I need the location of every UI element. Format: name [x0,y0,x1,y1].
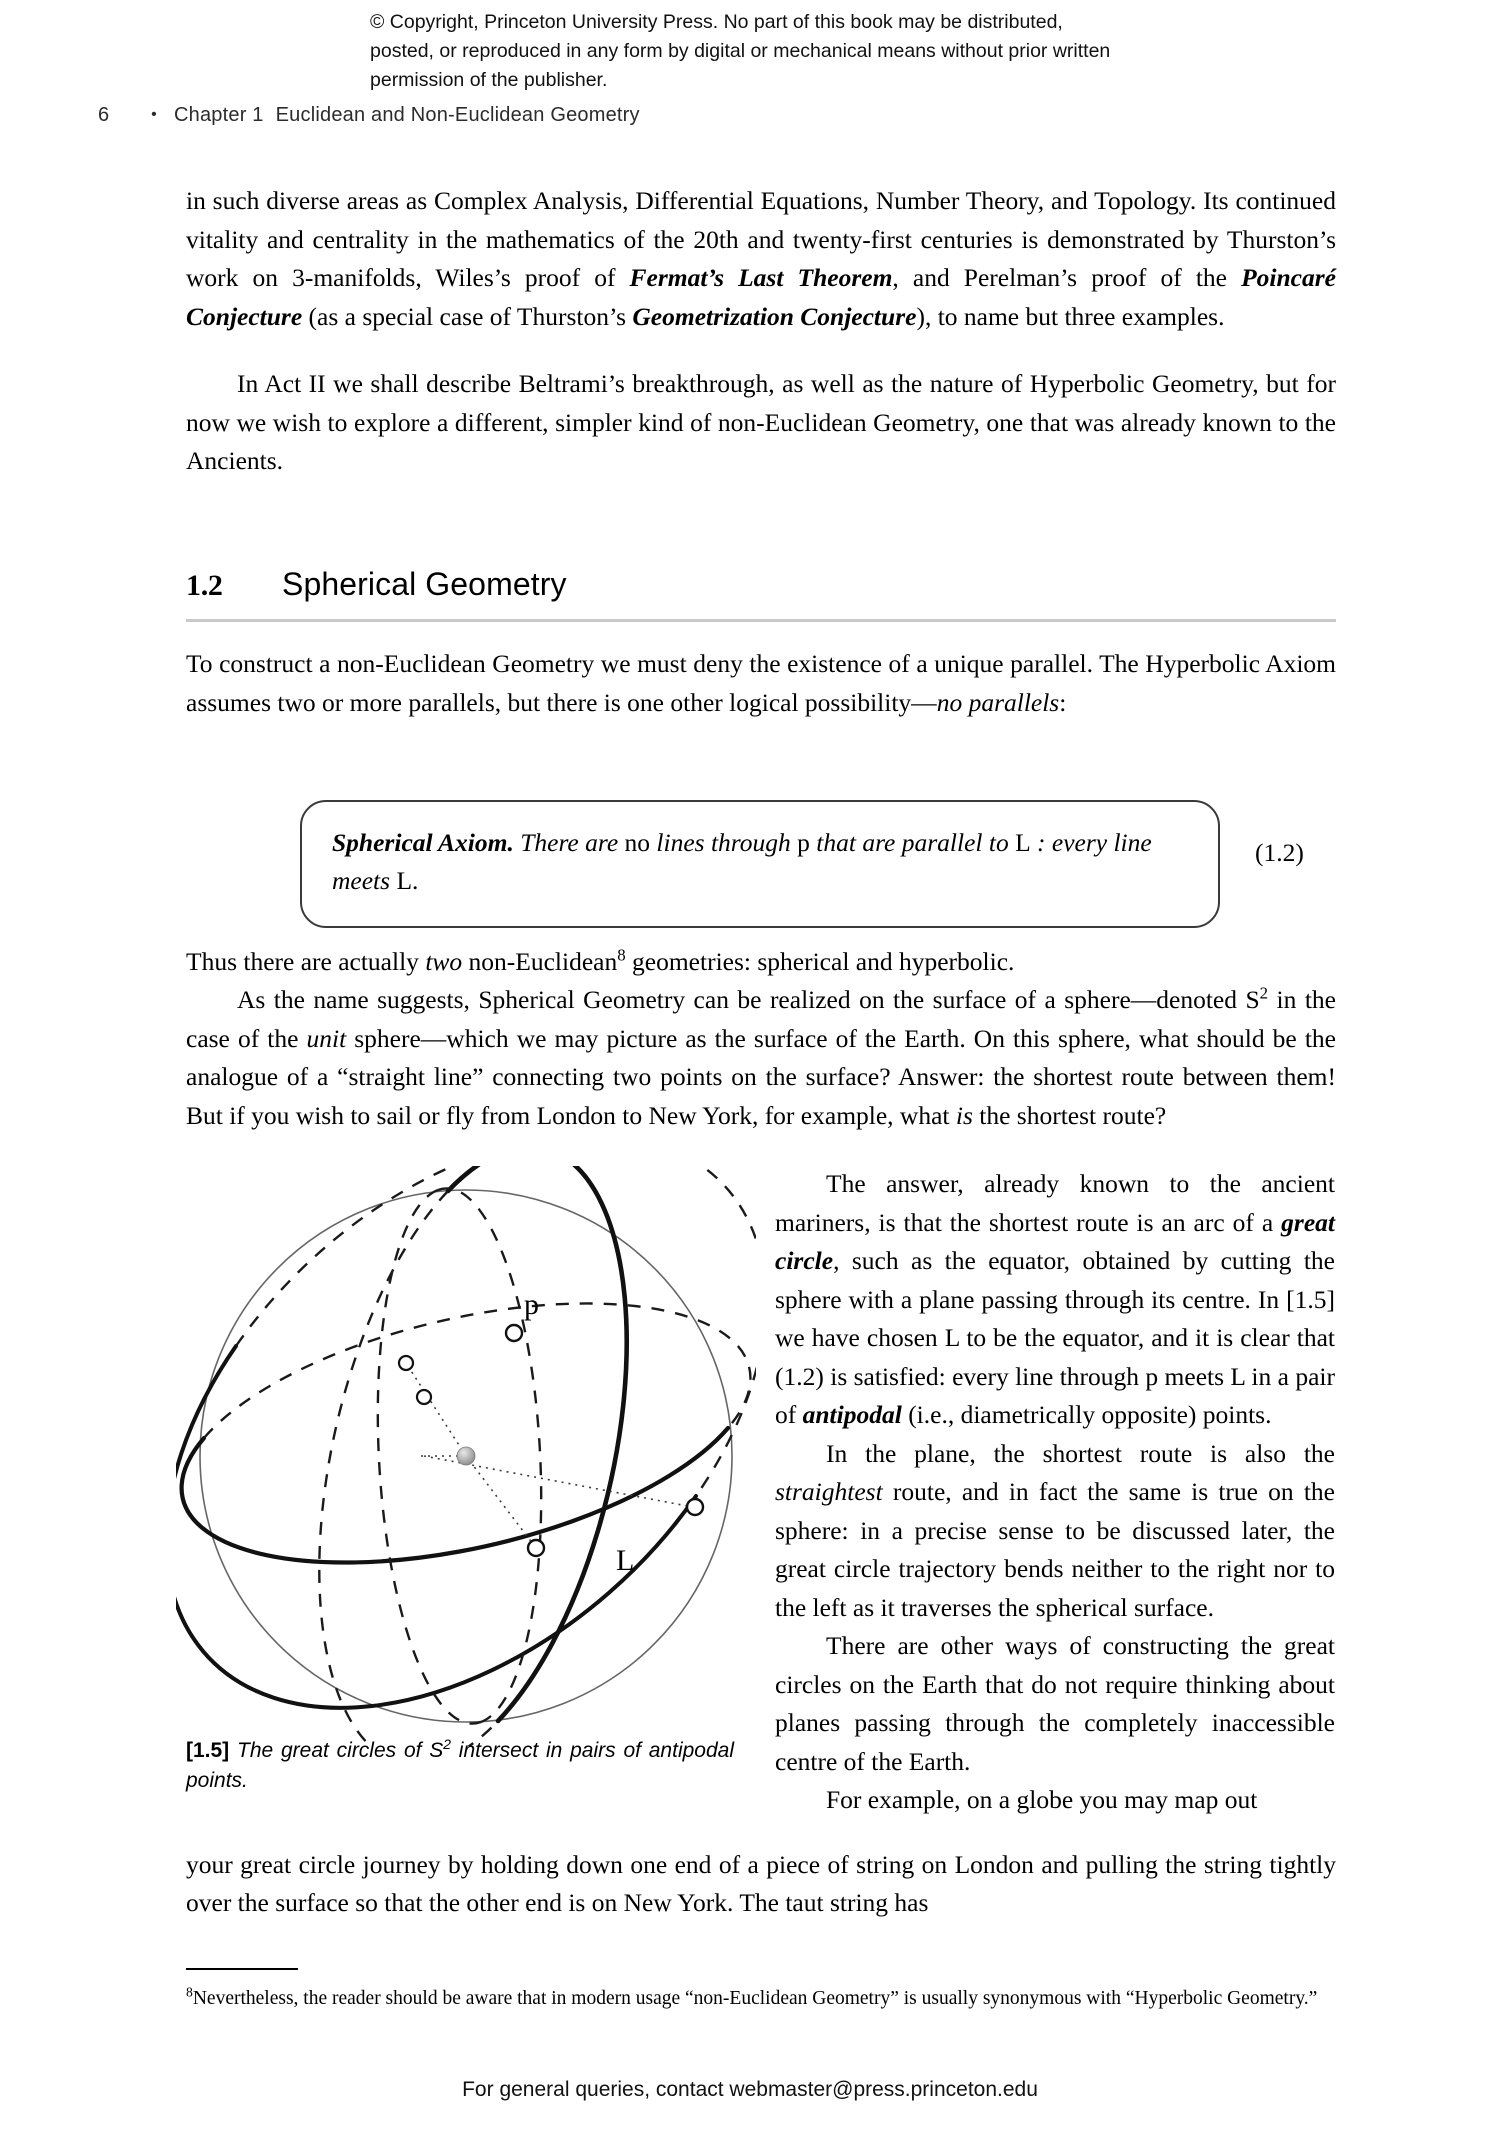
axiom-lead-label: Spherical Axiom. [332,828,514,857]
p1-run-d: ), to name but three examples. [916,301,1225,331]
p4-run-a: Thus there are actually [186,947,426,976]
great-circle-L-front-arc [182,1428,728,1563]
footnote-separator-rule [186,1968,298,1970]
axiom-run-1: There are [513,828,625,857]
axiom-run-5: . [412,866,419,895]
r2-run-a: In the plane, the shortest route is also the [826,1438,1335,1468]
intersection-point-right [687,1499,703,1515]
great-circle-oblique-back-arc [236,1166,756,1496]
right-paragraph-2 [775,1435,1335,1628]
page-footer-queries: For general queries, contact webmaster@press.princeton.edu [462,2078,1038,2101]
dotted-radius-to-upper-node [406,1363,466,1456]
right-paragraph-1 [775,1165,1335,1435]
great-circle-L-back-arc [204,1303,750,1438]
figure-caption-run-b: intersect in pairs of antipodal points. [186,1739,734,1792]
bullet-separator-icon: • [151,106,157,123]
r1-run-c: (i.e., diametrically opposite) points. [901,1400,1272,1429]
body-paragraph-3 [186,645,1336,722]
p4-run-c: geometries: spherical and hyperbolic. [625,947,1015,976]
footnote-number: 8 [186,1984,193,2000]
axiom-roman-L1: L [1015,828,1031,857]
right-paragraph-4: For example, on a globe you may map out [826,1785,1258,1814]
p5-run-d: the shortest route? [972,1100,1167,1130]
section-heading [186,566,1336,603]
footnote-reference-marker[interactable]: 8 [617,945,626,965]
axiom-roman-L2: L [396,866,413,895]
p1-emph-fermat: Fermat’s Last Theorem [629,263,893,292]
axiom-box [300,800,1220,928]
tail-text: your great circle journey by holding down one end of a piece of string on London and pulling the string tightly over the surface so that the other end is on New York. The taut string has [186,1849,1336,1917]
intersection-point-left [417,1390,431,1404]
r1-run-a: The answer, already known to the ancient mariners, is that the shortest route is an arc of a [775,1169,1335,1237]
figure-caption-exponent: 2 [443,1736,451,1752]
p3-run-b: : [1059,687,1067,717]
body-paragraph-tail [186,1820,1336,1948]
body-paragraph-5 [186,981,1336,1135]
sphere-exponent-2: 2 [1259,983,1269,1003]
figure-label-p: p [524,1288,539,1321]
r1-run-b: , such as the equator, obtained by cutting the sphere with a plane passing through its centre. In [1.5] we have chosen L to be the equator, and it is clear that (1.2) is satisfied: every line through p meets L in a pair of [775,1246,1335,1429]
p5-run-b: in the case of the [186,985,1336,1053]
p5-emph-unit: unit [306,1023,347,1053]
sphere-svg [176,1166,756,1746]
chapter-title-label: Euclidean and Non-Euclidean Geometry [275,104,640,126]
r2-run-b: route, and in fact the same is true on the sphere: in a precise sense to be discussed later, the great circle trajectory bends neither to the right nor to the left as it traverses the spherical surface. [775,1477,1335,1622]
p1-emph-poincare: Poincaré Conjecture [186,263,1336,331]
great-circle-oblique-front-arc [176,1346,696,1708]
right-paragraph-3: There are other ways of constructing the great circles on the Earth that do not require thinking about planes passing through the completely inaccessible centre of the Earth. [775,1631,1335,1776]
p3-emph-no-parallels: no parallels [936,687,1060,717]
axiom-run-2: lines through [650,828,798,857]
intersection-point-antipode-of-p [528,1540,544,1556]
footnote [186,1985,1336,2012]
wrapped-right-column [775,1165,1335,1820]
body-paragraph-2 [186,365,1336,481]
p5-run-c: sphere—which we may picture as the surface of the Earth. On this sphere, what should be the analogue of a “straight line” connecting two points on the surface? Answer: the shortest route between them! But if you wish to sail or fly from London to New York, for example, what [186,1023,1336,1130]
great-circle-through-p-front-arc [448,1166,627,1721]
body-paragraph-4 [186,943,1336,982]
p3-run-a: To construct a non-Euclidean Geometry we must deny the existence of a unique parallel. The Hyperbolic Axiom assumes two or more parallels, but there is one other logical possibility— [186,649,1336,717]
page-folio-number: 6 [98,104,110,126]
p5-run-a: As the name suggests, Spherical Geometry can be realized on the surface of a sphere—denoted S [237,985,1260,1014]
great-circle-through-p-back-arc [319,1191,498,1746]
p1-emph-geometrization: Geometrization Conjecture [632,301,917,331]
running-head [98,104,1298,127]
figure-1-5-sphere-diagram [176,1166,756,1746]
axiom-roman-p: p [797,828,810,857]
p2-text: In Act II we shall describe Beltrami’s breakthrough, as well as the nature of Hyperbolic Geometry, but for now we wish to explore a different, simpler kind of non-Euclidean Geometry, one that was already known to the Ancients. [186,369,1336,475]
figure-caption-run-a: The great circles of S [229,1739,444,1762]
copyright-notice: © Copyright, Princeton University Press. No part of this book may be distributed, posted, or reproduced in any form by digital or mechanical means without prior written permission of the publisher. [370,11,1111,91]
p1-run-a: in such diverse areas as Complex Analysis, Differential Equations, Number Theory, and Topology. Its continued vitality and centrality in the mathematics of the 20th and twenty-first centuries is demonstrated by Thurston’s work on 3-manifolds, Wiles’s proof of [186,186,1336,292]
figure-label-L: L [616,1544,635,1577]
section-title: Spherical Geometry [282,566,567,602]
section-number: 1.2 [186,569,223,602]
p5-emph-is: is [955,1100,973,1130]
equation-number: (1.2) [1255,838,1304,867]
axiom-callout [300,800,1220,928]
r1-emph-great-circle: great circle [775,1207,1335,1275]
figure-caption [186,1736,734,1796]
body-paragraph-1 [186,182,1336,336]
footnote-text: Nevertheless, the reader should be aware that in modern usage “non-Euclidean Geometry” is usually synonymous with “Hyperbolic Geometry.” [192,1988,1318,2009]
r1-emph-antipodal: antipodal [802,1400,902,1429]
intersection-point-p [506,1325,522,1341]
chapter-number-label: Chapter 1 [174,104,264,126]
great-circle-meridian-dashed-right [438,1188,541,1722]
axiom-run-3: that are parallel to [809,828,1016,857]
section-rule-divider [186,619,1336,622]
sphere-centre-dot [457,1447,475,1465]
axiom-roman-no: no [624,828,651,857]
p1-run-c: (as a special case of Thurston’s [302,301,633,331]
p4-emph-two: two [425,947,463,976]
p4-run-b: non-Euclidean [462,947,618,976]
axiom-run-4: : every line meets [332,828,1152,895]
p1-run-b: , and Perelman’s proof of the [892,263,1242,292]
figure-caption-tag: [1.5] [186,1739,230,1762]
r2-emph-straightest: straightest [775,1477,883,1506]
intersection-point-upper [399,1356,413,1370]
